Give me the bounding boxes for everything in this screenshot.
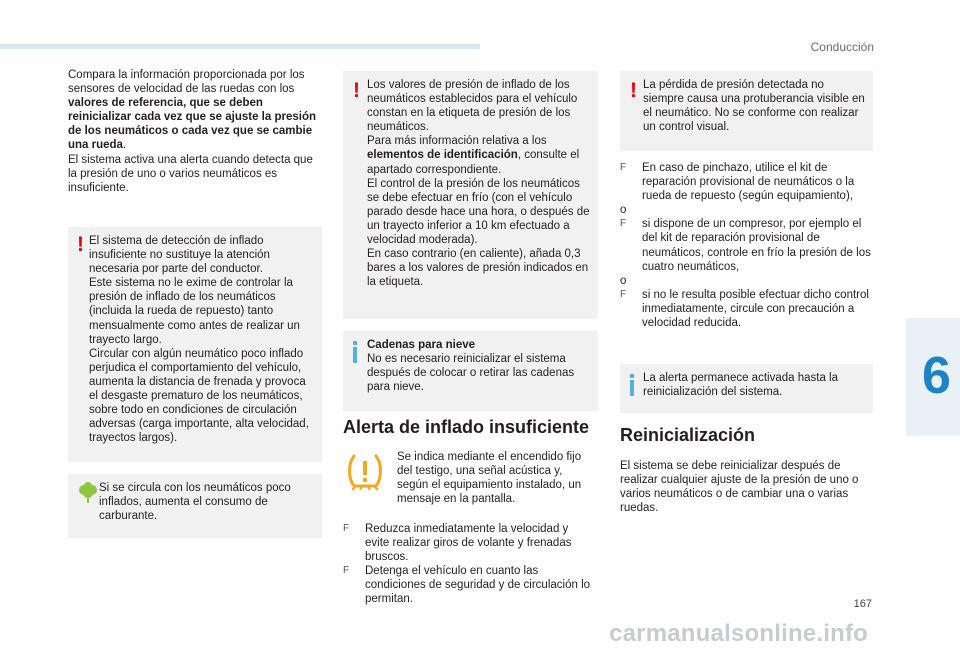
or-separator: o bbox=[620, 274, 627, 287]
section-title: Conducción bbox=[810, 40, 874, 54]
pressure-p2-text: Para más información relativa a los bbox=[367, 135, 547, 148]
bullet-text: si no le resulta posible efectuar dicho control inmediatamente, circule con precaución a velocidad reducida. bbox=[642, 288, 869, 330]
intro-text: Compara la información proporcionada por los sensores de velocidad de las ruedas con los bbox=[68, 69, 305, 96]
watermark: carmanualsonline.info bbox=[609, 619, 868, 647]
warning-p2: Este sistema no le exime de controlar la presión de inflado de los neumáticos (incluida la rueda de repuesto) tanto mensualmente como antes de realizar un trayecto largo. bbox=[89, 277, 300, 346]
info-icon bbox=[353, 347, 357, 363]
heading-reset: Reinicialización bbox=[620, 425, 756, 445]
chains-title: Cadenas para nieve bbox=[367, 339, 476, 351]
warning-text bbox=[89, 234, 317, 445]
pressure-text bbox=[367, 78, 593, 289]
pressure-p2-bold: elementos de identificación bbox=[367, 149, 518, 162]
bullet-text: Detenga el vehículo en cuanto las condiciones de seguridad y de circulación lo permitan. bbox=[365, 565, 591, 606]
bullet-marker: F bbox=[620, 162, 627, 173]
eco-leaf-icon bbox=[78, 482, 98, 504]
bullet-marker: F bbox=[343, 523, 350, 534]
warning-box-driver bbox=[68, 227, 322, 462]
pressure-p1: Los valores de presión de inflado de los neumáticos establecidos para el vehículo constan en la etiqueta de presión de los neumáticos. bbox=[367, 79, 578, 134]
tpms-warning-icon bbox=[346, 452, 384, 492]
pressure-p2-end: , consulte el apartado correspondiente. bbox=[367, 149, 580, 176]
info-box-chains bbox=[343, 331, 598, 411]
heading-low-pressure-alert: Alerta de inflado insuficiente bbox=[343, 417, 590, 437]
chains-text bbox=[367, 338, 593, 394]
pressure-p4: En caso contrario (en caliente), añada 0,3 bares a los valores de presión indicados en la etiqueta. bbox=[367, 248, 589, 289]
intro-paragraph-2: El sistema activa una alerta cuando detecta que la presión de uno o varios neumáticos es insuficiente. bbox=[68, 153, 313, 194]
bullet-text: En caso de pinchazo, utilice el kit de reparación provisional de neumáticos o la rueda de repuesto (según equipamiento), bbox=[642, 162, 855, 203]
bullet-marker: F bbox=[343, 565, 350, 577]
header-bar bbox=[0, 44, 480, 49]
chains-body: No es necesario reinicializar el sistema después de colocar o retirar las cadenas para nieve. bbox=[367, 353, 575, 394]
eco-box bbox=[68, 474, 322, 538]
warning-box-visual bbox=[620, 71, 873, 151]
alert-info-text: La alerta permanece activada hasta la reinicialización del sistema. bbox=[643, 372, 838, 399]
warning-icon: ! bbox=[353, 79, 360, 102]
info-box-alert bbox=[620, 364, 873, 413]
pressure-p3: El control de la presión de los neumáticos se debe efectuar en frío (con el vehículo parado desde hace una hora, o después de un trayecto inferior a 10 km efectuado a velocidad moderada). bbox=[367, 177, 590, 247]
bullet-text: Reduzca inmediatamente la velocidad y evite realizar giros de volante y frenadas bruscos. bbox=[365, 523, 572, 564]
col1-intro bbox=[68, 68, 318, 195]
warning-p1: El sistema de detección de inflado insuficiente no sustituye la atención necesaria por parte del conductor. bbox=[89, 235, 270, 276]
bullet-item bbox=[343, 522, 593, 564]
bullet-marker: F bbox=[620, 288, 627, 300]
bullet-item bbox=[620, 217, 873, 273]
bullet-item bbox=[343, 564, 593, 606]
bullet-marker: F bbox=[620, 218, 627, 230]
warning-icon: ! bbox=[630, 79, 637, 102]
warning-p3: Circular con algún neumático poco inflado perjudica el comportamiento del vehículo, aumenta la distancia de frenada y provoca el desgaste prematuro de los neumáticos, sobre todo en condiciones de circulación adversas (carga importante, alta velocidad, trayectos largos). bbox=[89, 347, 309, 445]
reset-text: El sistema se debe reinicializar después de realizar cualquier ajuste de la presión de uno o varios neumáticos o de cambiar una o varias ruedas. bbox=[620, 460, 859, 515]
intro-end: . bbox=[122, 139, 127, 152]
intro-paragraph bbox=[68, 68, 318, 153]
indicator-text: Se indica mediante el encendido fijo del testigo, una señal acústica y, según el equipamiento instalado, un mensaje en la pantalla. bbox=[397, 451, 582, 506]
warning-box-pressure bbox=[343, 71, 598, 319]
warning-icon: ! bbox=[77, 233, 84, 256]
page-number: 167 bbox=[853, 597, 872, 610]
eco-text: Si se circula con los neumáticos poco inflados, aumenta el consumo de carburante. bbox=[99, 482, 291, 523]
info-icon bbox=[630, 380, 634, 396]
col3-bullets bbox=[620, 161, 873, 330]
col2-bullets bbox=[343, 522, 593, 607]
or-separator: o bbox=[620, 204, 627, 217]
pressure-p2 bbox=[367, 134, 593, 176]
intro-bold: valores de referencia, que se deben reinicializar cada vez que se ajuste la presión de los neumáticos o cada vez que se cambie una rueda bbox=[68, 97, 317, 152]
bullet-item bbox=[620, 288, 873, 330]
chapter-number: 6 bbox=[922, 347, 951, 405]
bullet-text: si dispone de un compresor, por ejemplo el del kit de reparación provisional de neumáticos, controle en frío la presión de los cuatro neumáticos, bbox=[642, 218, 871, 273]
chapter-tab bbox=[906, 318, 960, 436]
visual-text: La pérdida de presión detectada no siempre causa una protuberancia visible en el neumático. No se conforme con realizar un control visual. bbox=[643, 79, 865, 134]
bullet-item bbox=[620, 161, 873, 203]
